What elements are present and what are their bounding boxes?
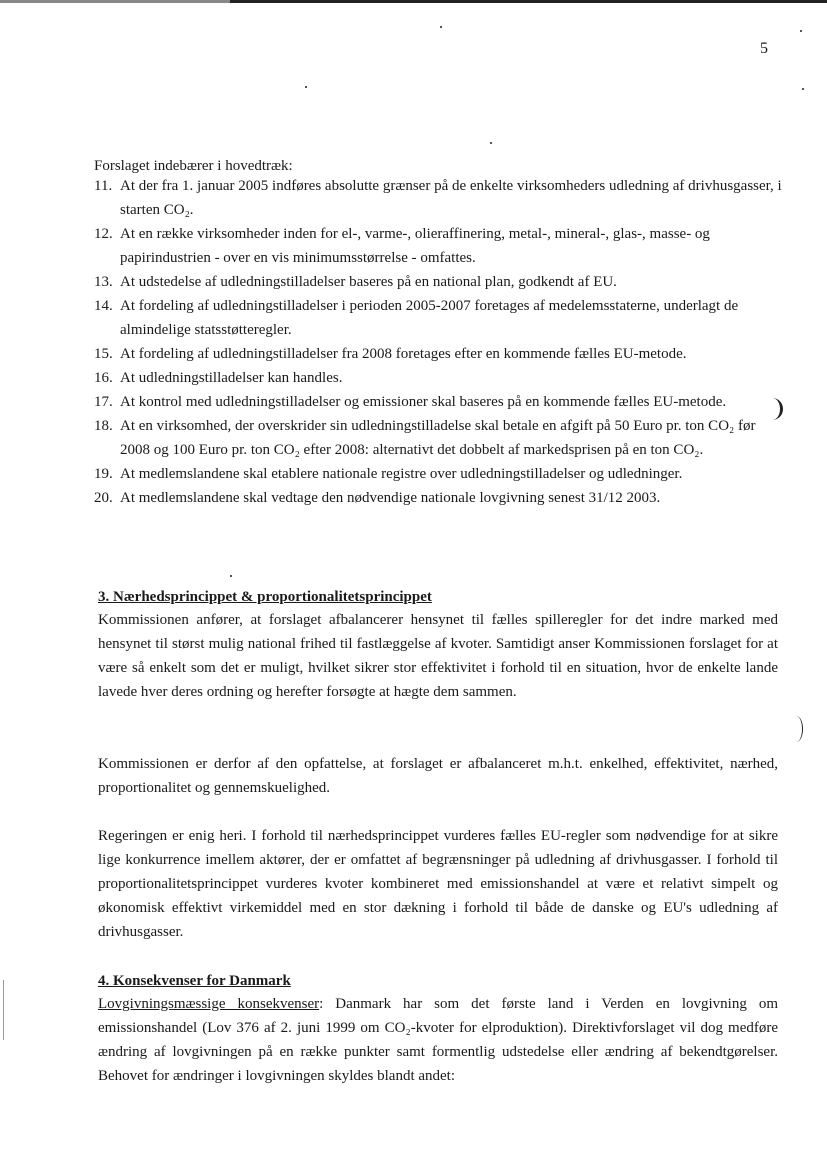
list-number: 13.	[94, 274, 113, 290]
section-3-heading: 3. Nærhedsprincippet & proportionalitetsprincippet	[98, 589, 432, 605]
list-text: At der fra 1. januar 2005 indføres absolutte grænser på de enkelte virksomheders udledning af drivhusgasser, i starten CO₂.	[120, 178, 782, 218]
list-number: 16.	[94, 370, 113, 386]
list-item	[94, 390, 784, 414]
page-number: 5	[760, 40, 768, 57]
list-number: 17.	[94, 394, 113, 410]
list-text: At en række virksomheder inden for el-, varme-, olieraffinering, metal-, mineral-, glas-, masse- og papirindustrien - over en vis minimumsstørrelse - omfattes.	[120, 226, 710, 266]
scan-mark	[790, 716, 803, 742]
list-number: 12.	[94, 226, 113, 242]
margin-line	[3, 980, 4, 1040]
list-item	[94, 342, 784, 366]
section-4	[98, 970, 778, 1088]
section-4-paragraph-text: : Danmark har som det første land i Verden en lovgivning om emissionshandel (Lov 376 af 2. juni 1999 om CO₂-kvoter for elproduktion). Direktivforslaget vil dog medføre ændring af lovgivningen på en række punkter samt formentlig udstedelse eller ændring af bekendtgørelser. Behovet for ændringer i lovgivningen skyldes blandt andet:	[98, 996, 778, 1084]
section-4-paragraph	[98, 992, 778, 1088]
list-number: 18.	[94, 418, 113, 434]
list-item	[94, 174, 784, 222]
list-number: 19.	[94, 466, 113, 482]
list-number: 15.	[94, 346, 113, 362]
list-text: At medlemslandene skal vedtage den nødvendige nationale lovgivning senest 31/12 2003.	[120, 490, 661, 506]
points-list	[94, 174, 784, 510]
section-3	[98, 586, 778, 704]
scan-speck	[800, 30, 802, 32]
scan-speck	[305, 86, 307, 88]
list-item	[94, 462, 784, 486]
section-3-paragraph-2: Kommissionen er derfor af den opfattelse, at forslaget er afbalanceret m.h.t. enkelhed, effektivitet, nærhed, proportionalitet og gennemskuelighed.	[98, 756, 778, 796]
list-text: At fordeling af udledningstilladelser fra 2008 foretages efter en kommende fælles EU-metode.	[120, 346, 687, 362]
scan-speck	[490, 142, 492, 144]
section-4-subheading: Lovgivningsmæssige konsekvenser	[98, 996, 320, 1012]
list-number: 20.	[94, 490, 113, 506]
list-item	[94, 270, 784, 294]
section-3-paragraph-1: Kommissionen anfører, at forslaget afbalancerer hensynet til fælles spilleregler for det indre marked med hensynet til størst mulig national frihed til fastlæggelse af kvoter. Samtidigt anser Kommissionen forslaget for at være så enkelt som det er muligt, hvilket sikrer stor effektivitet i forhold til en situation, hvor de enkelte lande lavede hver deres ordning og herefter forsøgte at hægte dem sammen.	[98, 612, 778, 700]
section-4-heading: 4. Konsekvenser for Danmark	[98, 973, 291, 989]
list-item	[94, 366, 784, 390]
list-item	[94, 414, 784, 462]
list-text: At udledningstilladelser kan handles.	[120, 370, 343, 386]
list-text: At en virksomhed, der overskrider sin udledningstilladelse skal betale en afgift på 50 Euro pr. ton CO₂ før 2008 og 100 Euro pr. ton CO₂ efter 2008: alternativt det dobbelt af markedsprisen på en ton CO₂.	[120, 418, 756, 458]
intro-text: Forslaget indebærer i hovedtræk:	[94, 158, 293, 174]
section-3-paragraph-3-block	[98, 824, 778, 944]
list-text: At medlemslandene skal etablere nationale registre over udledningstilladelser og udledninger.	[120, 466, 683, 482]
section-3-paragraph-2-block	[98, 752, 778, 800]
list-item	[94, 294, 784, 342]
list-text: At fordeling af udledningstilladelser i perioden 2005-2007 foretages af medelemsstaterne, underlagt de almindelige statsstøtteregler.	[120, 298, 739, 338]
list-item	[94, 222, 784, 270]
scan-speck	[802, 88, 804, 90]
scan-speck	[440, 26, 442, 28]
section-3-paragraph-3: Regeringen er enig heri. I forhold til nærhedsprincippet vurderes fælles EU-regler som nødvendige for at sikre lige konkurrence imellem aktører, der er omfattet af begrænsninger på udledning af drivhusgasser. I forhold til proportionalitetsprincippet vurderes kvoter kombineret med emissionshandel at være et relativt simpelt og økonomisk effektivt virkemiddel med en stor dækning i forhold til både de danske og EU's udledning af drivhusgasser.	[98, 828, 778, 940]
list-number: 14.	[94, 298, 113, 314]
list-text: At udstedelse af udledningstilladelser baseres på en national plan, godkendt af EU.	[120, 274, 617, 290]
top-scan-edge	[0, 0, 827, 3]
list-item	[94, 486, 784, 510]
punch-mark	[762, 398, 783, 420]
list-number: 11.	[94, 178, 113, 194]
list-text: At kontrol med udledningstilladelser og emissioner skal baseres på en kommende fælles EU-metode.	[120, 394, 727, 410]
scan-speck	[230, 575, 232, 577]
